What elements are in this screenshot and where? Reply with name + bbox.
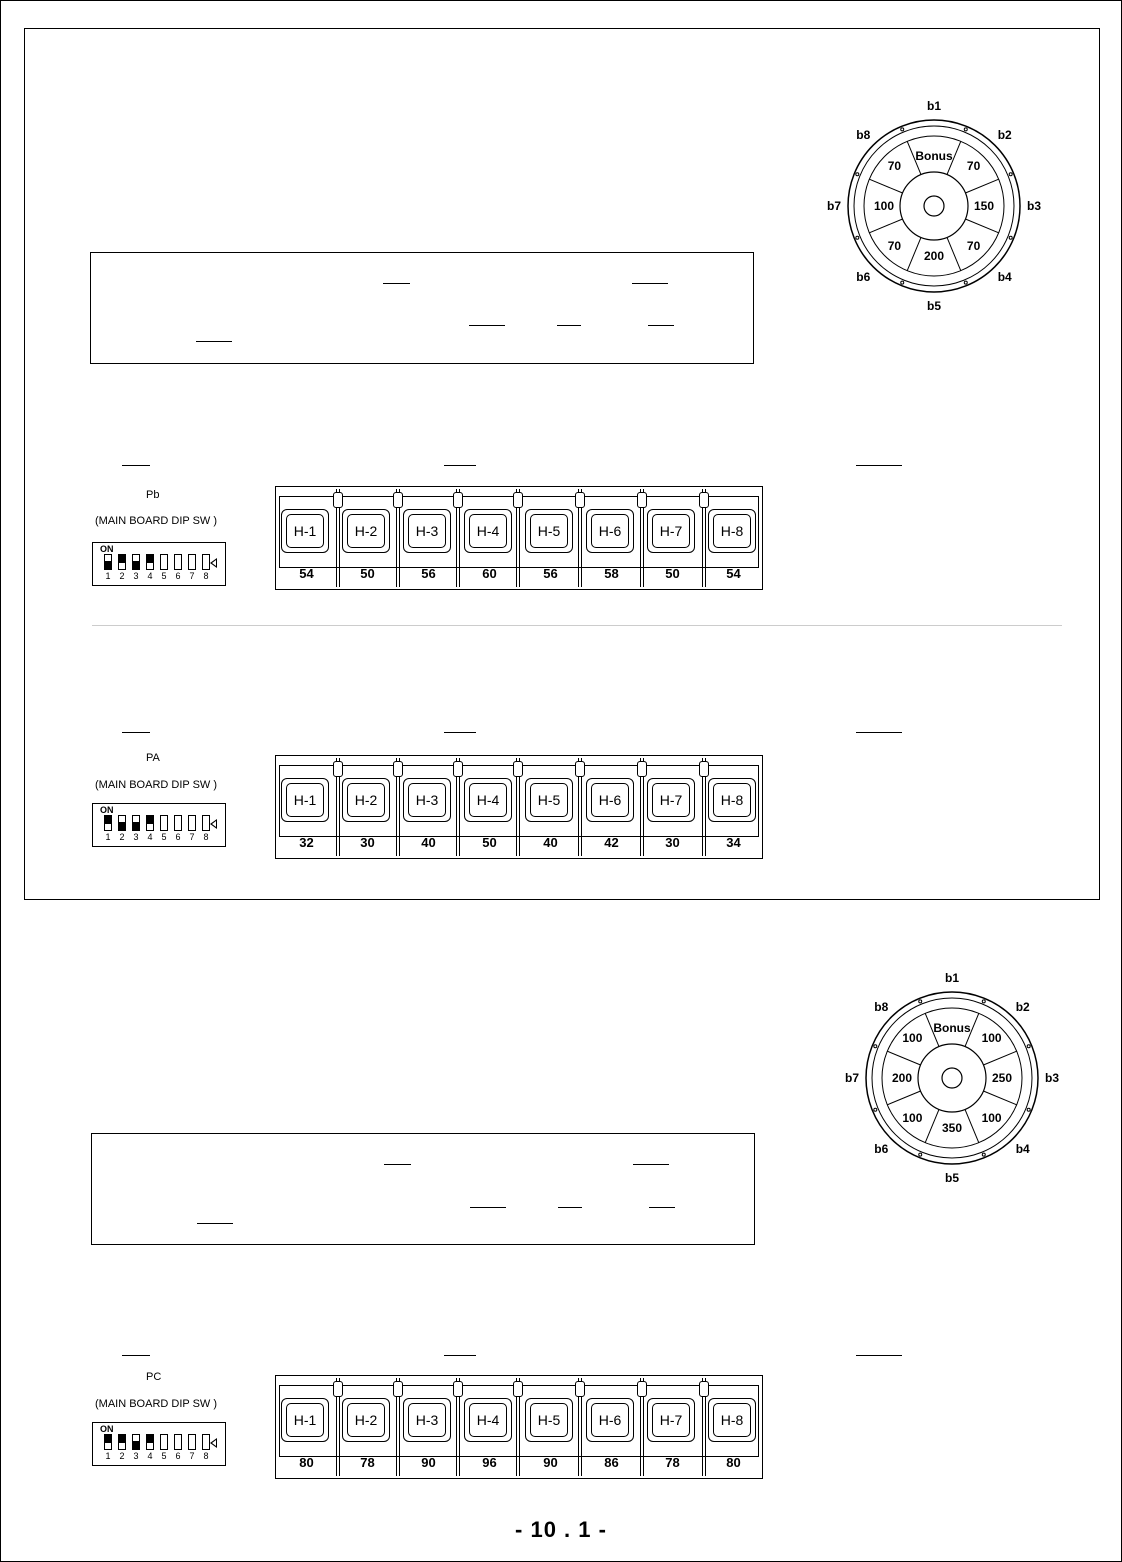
button-panel: [275, 486, 763, 590]
payout-value: 34: [726, 835, 741, 850]
wheel-spoke: [965, 219, 998, 233]
setting-code: PA: [146, 752, 160, 764]
dip-switch[interactable]: [202, 1434, 210, 1450]
dip-number: 1: [105, 832, 111, 842]
payout-value: 32: [299, 835, 314, 850]
wheel-segment-value: 70: [966, 159, 981, 174]
h-button[interactable]: H-1: [281, 509, 329, 553]
payout-value: 54: [726, 566, 741, 581]
payout-value: 58: [604, 566, 619, 581]
h-button[interactable]: H-6: [586, 778, 634, 822]
wheel-position-label: b4: [1015, 1141, 1030, 1156]
dip-number: 4: [147, 832, 153, 842]
wheel-segment-value: 200: [891, 1071, 913, 1085]
wheel-segment-value: 100: [873, 199, 895, 213]
dip-number: 5: [161, 1451, 167, 1461]
wheel-segment-value: 100: [902, 1110, 923, 1125]
wheel-segment-value: 70: [966, 238, 981, 253]
dip-switch[interactable]: [174, 554, 182, 570]
payout-value: 56: [543, 566, 558, 581]
wheel-position-label: b7: [844, 1071, 860, 1085]
dip-number: 5: [161, 832, 167, 842]
payout-value: 40: [543, 835, 558, 850]
dip-switch[interactable]: [118, 1434, 126, 1450]
wheel-spoke: [887, 1091, 920, 1105]
payout-value: 90: [421, 1455, 436, 1470]
dip-switch[interactable]: [202, 815, 210, 831]
dip-number: 6: [175, 832, 181, 842]
dip-number: 2: [119, 832, 125, 842]
button-panel: [275, 1375, 763, 1479]
h-button[interactable]: H-6: [586, 1398, 634, 1442]
h-button[interactable]: H-8: [708, 509, 756, 553]
dip-arrow-icon: [210, 1438, 217, 1448]
wheel-position-label: b5: [944, 1171, 960, 1185]
h-button[interactable]: H-3: [403, 778, 451, 822]
payout-value: 50: [665, 566, 680, 581]
dip-switch[interactable]: [174, 815, 182, 831]
dip-switch[interactable]: [188, 554, 196, 570]
h-button[interactable]: H-2: [342, 778, 390, 822]
wheel-spoke: [907, 237, 921, 270]
wheel-segment-value: Bonus: [933, 1021, 971, 1035]
dip-number: 7: [189, 832, 195, 842]
dip-number: 5: [161, 571, 167, 581]
wheel-position-label: b2: [1015, 1000, 1030, 1015]
wheel-spoke: [965, 1109, 979, 1142]
dip-switch[interactable]: [118, 554, 126, 570]
payout-value: 56: [421, 566, 436, 581]
wheel-position-label: b8: [874, 1000, 889, 1015]
dip-number: 3: [133, 832, 139, 842]
wheel-position-label: b6: [874, 1141, 889, 1156]
wheel-spoke: [965, 179, 998, 193]
h-button[interactable]: H-4: [464, 778, 512, 822]
wheel-position-label: b1: [926, 99, 942, 113]
dip-caption: (MAIN BOARD DIP SW ): [95, 1398, 218, 1410]
h-button[interactable]: H-4: [464, 509, 512, 553]
description-box-bottom: [91, 1133, 755, 1245]
dip-switch[interactable]: [188, 1434, 196, 1450]
dip-switch-bank: [92, 1422, 226, 1466]
dip-number: 1: [105, 1451, 111, 1461]
dip-switch[interactable]: [104, 815, 112, 831]
wheel-segment-value: 200: [923, 249, 945, 263]
dip-number: 1: [105, 571, 111, 581]
h-button[interactable]: H-2: [342, 1398, 390, 1442]
dip-number: 7: [189, 571, 195, 581]
h-button[interactable]: H-6: [586, 509, 634, 553]
payout-value: 78: [665, 1455, 680, 1470]
wheel-segment-value: 70: [887, 238, 902, 253]
wheel-spoke: [983, 1051, 1016, 1065]
dip-switch[interactable]: [146, 815, 154, 831]
h-button[interactable]: H-7: [647, 778, 695, 822]
payout-value: 86: [604, 1455, 619, 1470]
h-button[interactable]: H-5: [525, 509, 573, 553]
dip-number: 8: [203, 1451, 209, 1461]
payout-value: 80: [726, 1455, 741, 1470]
dip-number: 4: [147, 571, 153, 581]
dip-number: 6: [175, 571, 181, 581]
wheel-position-label: b5: [926, 299, 942, 313]
dip-switch[interactable]: [118, 815, 126, 831]
dip-switch[interactable]: [104, 554, 112, 570]
payout-value: 42: [604, 835, 619, 850]
h-button[interactable]: H-3: [403, 1398, 451, 1442]
payout-value: 80: [299, 1455, 314, 1470]
payout-value: 90: [543, 1455, 558, 1470]
h-button[interactable]: H-1: [281, 1398, 329, 1442]
dip-number: 3: [133, 571, 139, 581]
h-button[interactable]: H-8: [708, 1398, 756, 1442]
dip-on-label: ON: [100, 805, 114, 815]
dip-number: 7: [189, 1451, 195, 1461]
dip-number: 8: [203, 832, 209, 842]
wheel-segment-value: 100: [981, 1031, 1002, 1046]
dip-number: 2: [119, 1451, 125, 1461]
dip-number: 4: [147, 1451, 153, 1461]
h-button[interactable]: H-5: [525, 1398, 573, 1442]
wheel-spoke: [983, 1091, 1016, 1105]
wheel-segment-value: 350: [941, 1121, 963, 1135]
dip-switch[interactable]: [132, 1434, 140, 1450]
h-button[interactable]: H-8: [708, 778, 756, 822]
wheel-position-label: b8: [856, 128, 871, 143]
dip-arrow-icon: [210, 819, 217, 829]
wheel-position-label: b3: [1026, 199, 1042, 213]
bonus-wheel-bottom: [844, 971, 1060, 1185]
dip-switch[interactable]: [146, 554, 154, 570]
payout-value: 96: [482, 1455, 497, 1470]
wheel-position-label: b1: [944, 971, 960, 985]
h-button[interactable]: H-2: [342, 509, 390, 553]
dip-arrow-icon: [210, 558, 217, 568]
wheel-segment-value: 100: [981, 1110, 1002, 1125]
wheel-position-label: b2: [997, 128, 1012, 143]
payout-value: 40: [421, 835, 436, 850]
wheel-segment-value: 250: [991, 1071, 1013, 1085]
dip-number: 3: [133, 1451, 139, 1461]
dip-switch[interactable]: [132, 815, 140, 831]
button-panel: [275, 755, 763, 859]
setting-code: PC: [146, 1371, 162, 1383]
wheel-position-label: b7: [826, 199, 842, 213]
section-divider: [92, 625, 1062, 626]
wheel-spoke: [869, 179, 902, 193]
dip-switch[interactable]: [104, 1434, 112, 1450]
wheel-spoke: [925, 1109, 939, 1142]
wheel-position-label: b4: [997, 269, 1012, 284]
dip-switch[interactable]: [160, 554, 168, 570]
wheel-segment-value: 150: [973, 199, 995, 213]
wheel-segment-value: 100: [902, 1031, 923, 1046]
dip-caption: (MAIN BOARD DIP SW ): [95, 515, 218, 527]
dip-switch[interactable]: [160, 1434, 168, 1450]
h-button[interactable]: H-7: [647, 1398, 695, 1442]
dip-number: 2: [119, 571, 125, 581]
payout-value: 50: [482, 835, 497, 850]
payout-value: 60: [482, 566, 497, 581]
h-button[interactable]: H-1: [281, 778, 329, 822]
wheel-segment-value: Bonus: [915, 149, 953, 163]
payout-value: 78: [360, 1455, 375, 1470]
dip-number: 6: [175, 1451, 181, 1461]
bonus-wheel-top: [826, 99, 1042, 313]
wheel-position-label: b6: [856, 269, 871, 284]
payout-value: 30: [360, 835, 375, 850]
wheel-position-label: b3: [1044, 1071, 1060, 1085]
wheel-spoke: [947, 237, 961, 270]
dip-switch[interactable]: [174, 1434, 182, 1450]
dip-switch-bank: [92, 542, 226, 586]
dip-switch[interactable]: [188, 815, 196, 831]
dip-number: 8: [203, 571, 209, 581]
dip-on-label: ON: [100, 544, 114, 554]
payout-value: 50: [360, 566, 375, 581]
setting-code: Pb: [146, 489, 160, 501]
payout-value: 54: [299, 566, 314, 581]
dip-caption: (MAIN BOARD DIP SW ): [95, 779, 218, 791]
description-box-top: [90, 252, 754, 364]
h-button[interactable]: H-5: [525, 778, 573, 822]
dip-switch[interactable]: [202, 554, 210, 570]
h-button[interactable]: H-7: [647, 509, 695, 553]
dip-switch-bank: [92, 803, 226, 847]
dip-switch[interactable]: [160, 815, 168, 831]
h-button[interactable]: H-3: [403, 509, 451, 553]
payout-value: 30: [665, 835, 680, 850]
wheel-spoke: [887, 1051, 920, 1065]
wheel-spoke: [869, 219, 902, 233]
dip-switch[interactable]: [132, 554, 140, 570]
h-button[interactable]: H-4: [464, 1398, 512, 1442]
wheel-segment-value: 70: [887, 159, 902, 174]
page-number: - 10 . 1 -: [515, 1517, 607, 1542]
dip-on-label: ON: [100, 1424, 114, 1434]
dip-switch[interactable]: [146, 1434, 154, 1450]
